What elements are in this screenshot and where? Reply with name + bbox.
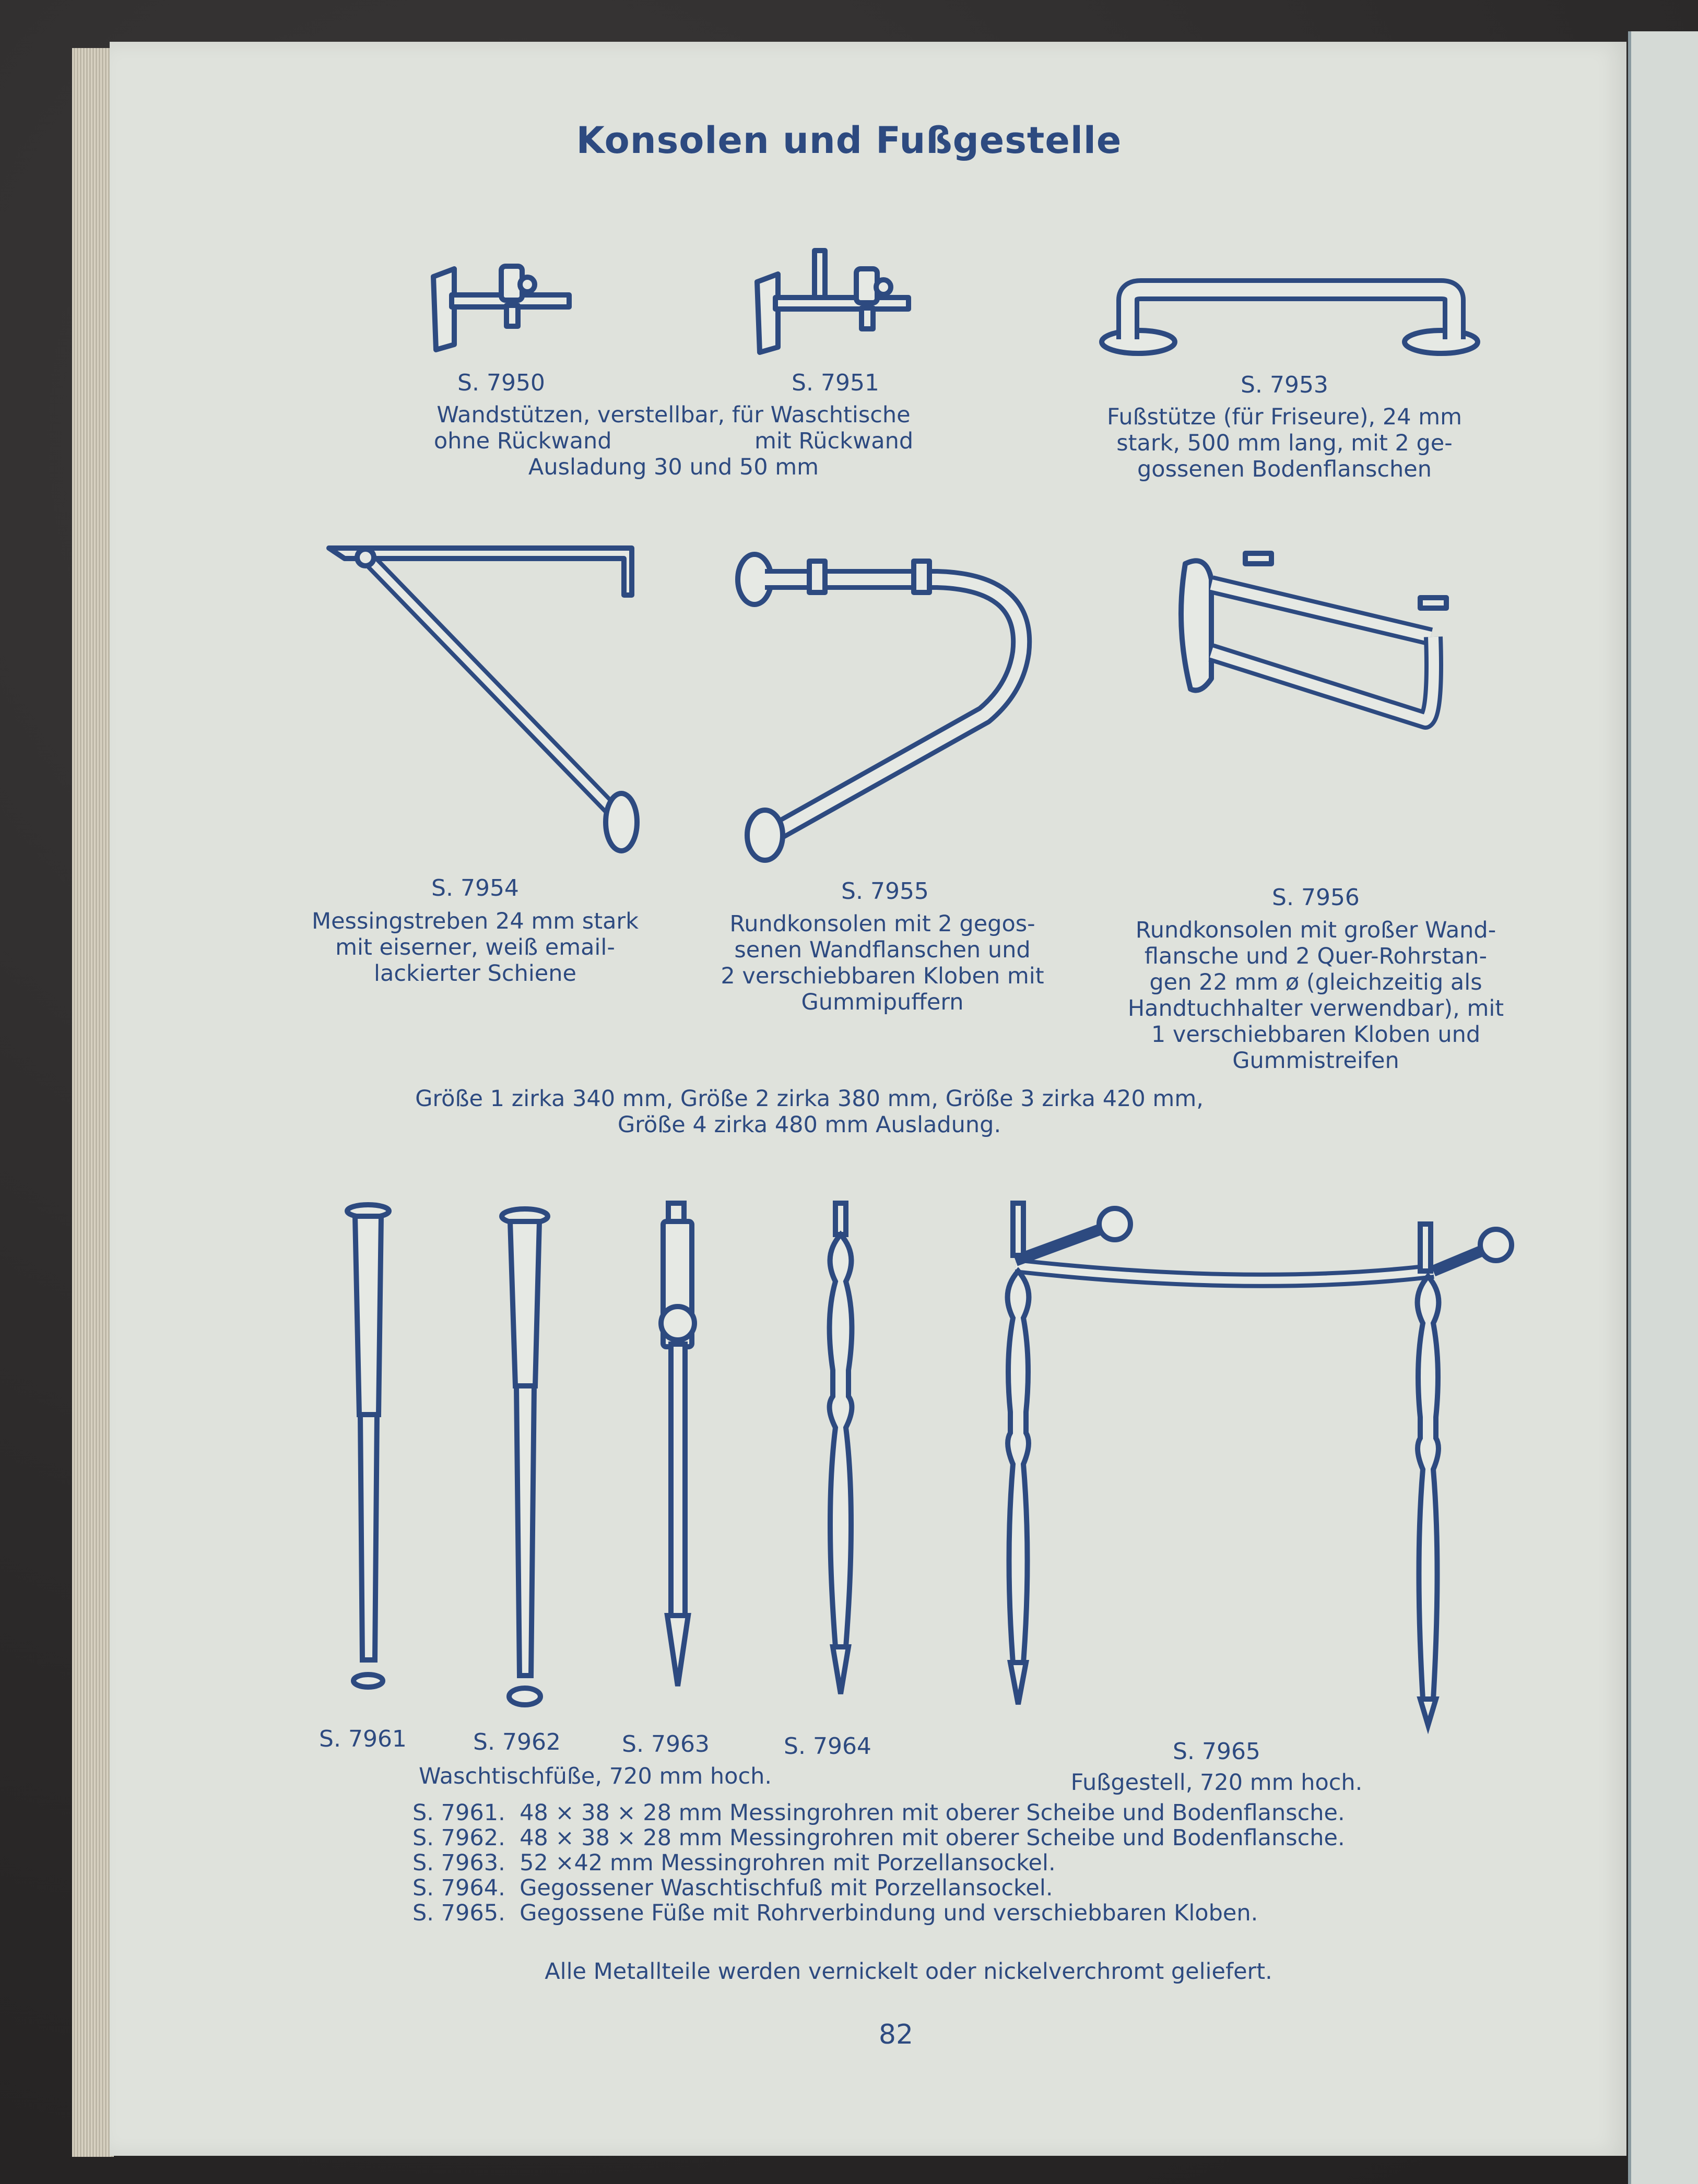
leg-7961-illustration — [339, 1195, 397, 1691]
wall-bracket-7951-illustration — [747, 245, 919, 355]
page-stack-edges — [72, 48, 114, 2157]
waschtischfuesse-label: Waschtischfüße, 720 mm hoch. — [418, 1763, 772, 1789]
code-7961: S. 7961 — [319, 1726, 407, 1752]
code-7955: S. 7955 — [841, 878, 929, 905]
page-title: Konsolen und Fußgestelle — [576, 119, 1122, 162]
code-7953: S. 7953 — [1241, 372, 1328, 398]
code-7956: S. 7956 — [1272, 884, 1360, 911]
sizes-note: Größe 1 zirka 340 mm, Größe 2 zirka 380 mm, Größe 3 zirka 420 mm, Größe 4 zirka 480 mm Ausladung. — [415, 1086, 1204, 1138]
detail-line: S. 7961. 48 × 38 × 28 mm Messingrohren mit oberer Scheibe und Bodenflansche. — [412, 1800, 1345, 1826]
next-page-edge — [1628, 31, 1698, 2184]
detail-line: S. 7962. 48 × 38 × 28 mm Messingrohren mit oberer Scheibe und Bodenflansche. — [412, 1825, 1345, 1851]
s7953-caption: Fußstütze (für Friseure), 24 mm stark, 500 mm lang, mit 2 ge- gossenen Bodenflanschen — [1106, 404, 1463, 482]
wandstuetzen-caption: Wandstützen, verstellbar, für Waschtische ohne Rückwand mit Rückwand Ausladung 30 und 50 mm — [433, 402, 914, 480]
footnote: Alle Metallteile werden vernickelt oder nickelverchromt geliefert. — [545, 1959, 1272, 1985]
code-7950: S. 7950 — [457, 370, 545, 396]
code-7962: S. 7962 — [473, 1729, 561, 1755]
round-bracket-7955-illustration — [734, 543, 1042, 867]
s7956-caption: Rundkonsolen mit großer Wand- flansche und 2 Quer-Rohrstan- gen 22 mm ø (gleichzeitig als Handtuchhalter verwendbar), mit 1 verschiebbaren Kloben und Gummistreifen — [1127, 917, 1504, 1074]
leg-7962-illustration — [493, 1198, 556, 1712]
detail-line: S. 7963. 52 ×42 mm Messingrohren mit Porzellansockel. — [412, 1850, 1056, 1876]
leg-7963-illustration — [653, 1198, 705, 1691]
code-7964: S. 7964 — [784, 1733, 871, 1760]
code-7963: S. 7963 — [622, 1731, 710, 1758]
basin-stand-7965-illustration — [995, 1193, 1517, 1730]
code-7965: S. 7965 — [1173, 1738, 1260, 1765]
s7954-caption: Messingstreben 24 mm stark mit eiserner, weiß email- lackierter Schiene — [312, 908, 639, 987]
detail-line: S. 7965. Gegossene Füße mit Rohrverbindung und verschiebbaren Kloben. — [412, 1900, 1258, 1926]
code-7951: S. 7951 — [792, 370, 879, 396]
detail-line: S. 7964. Gegossener Waschtischfuß mit Porzellansockel. — [412, 1875, 1053, 1901]
wall-bracket-7950-illustration — [423, 245, 580, 355]
round-bracket-7956-illustration — [1170, 548, 1467, 736]
foot-rest-7953-illustration — [1096, 277, 1483, 360]
code-7954: S. 7954 — [431, 875, 519, 901]
fussgestell-label: Fußgestell, 720 mm hoch. — [1070, 1770, 1363, 1796]
leg-7964-illustration — [817, 1198, 864, 1699]
s7955-caption: Rundkonsolen mit 2 gegos- senen Wandflanschen und 2 verschiebbaren Kloben mit Gummipuffern — [721, 911, 1044, 1015]
page-number: 82 — [878, 2019, 914, 2050]
brace-7954-illustration — [324, 538, 642, 861]
